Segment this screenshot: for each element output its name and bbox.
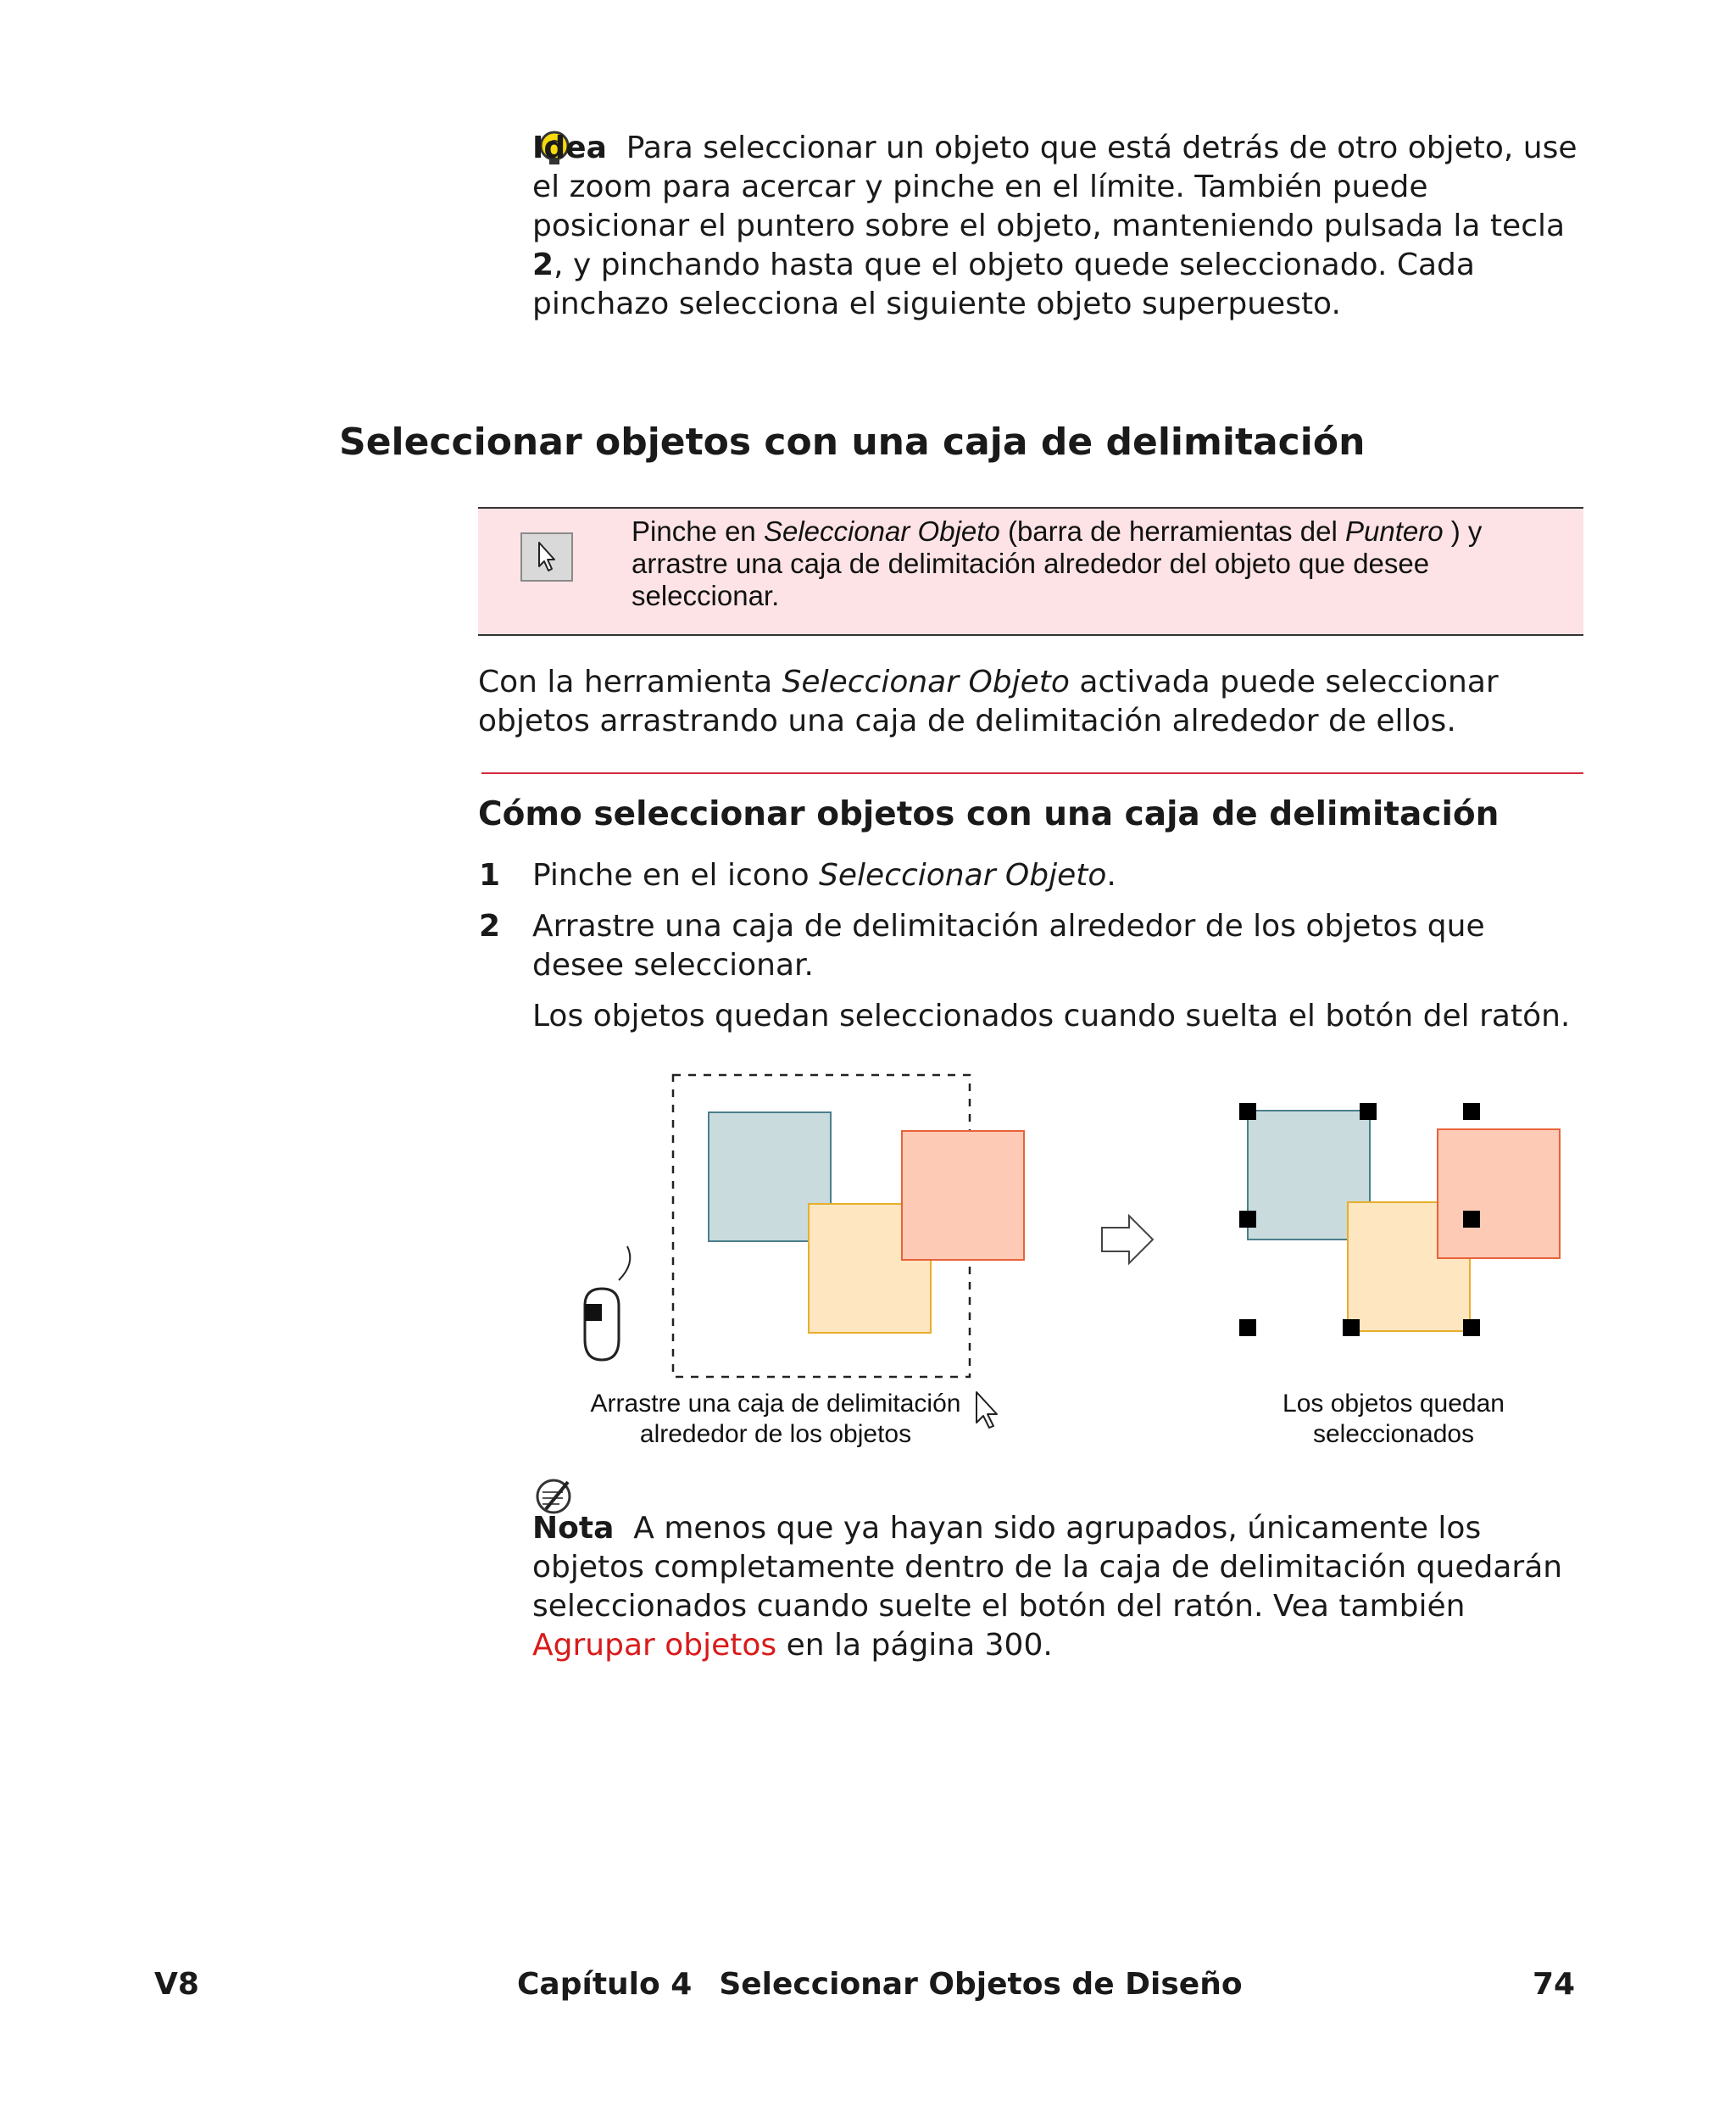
figure-caption-left: Arrastre una caja de delimitación alrededor de los objetos bbox=[590, 1390, 961, 1448]
mouse-icon bbox=[585, 1246, 630, 1360]
step-number: 2 bbox=[479, 909, 501, 944]
idea-label: Idea bbox=[532, 131, 607, 165]
footer-chapter bbox=[517, 1967, 1243, 2002]
step-text bbox=[532, 856, 1583, 895]
orange-square-selected bbox=[1438, 1129, 1560, 1258]
idea-tip bbox=[532, 129, 1583, 324]
pointer-arrow-icon bbox=[522, 534, 571, 580]
step-1-text: Pinche en el icono bbox=[532, 858, 820, 893]
tool-text-3: ) y arrastre una caja de delimitación alrededor del objeto que desee seleccionar. bbox=[632, 515, 1483, 611]
intro-paragraph bbox=[478, 663, 1580, 741]
note-paragraph bbox=[532, 1509, 1583, 1665]
result-arrow-icon bbox=[1102, 1216, 1153, 1263]
idea-text: Para seleccionar un objeto que está detrás de otro objeto, use el zoom para acercar y pinche en el límite. También puede posicionar el puntero sobre el objeto, manteniendo pulsada la tecla bbox=[532, 131, 1577, 243]
idea-text-end: , y pinchando hasta que el objeto quede seleccionado. Cada pinchazo selecciona el siguiente objeto superpuesto. bbox=[532, 248, 1475, 321]
footer-chapter-title: Seleccionar Objetos de Diseño bbox=[719, 1967, 1243, 2002]
note-label: Nota bbox=[532, 1511, 615, 1546]
intro-text-1: Con la herramienta bbox=[478, 665, 782, 699]
idea-key: 2 bbox=[532, 248, 554, 282]
tool-text-2: (barra de herramientas del bbox=[999, 515, 1345, 547]
note-text-end: en la página 300. bbox=[776, 1628, 1053, 1663]
intro-tool-name: Seleccionar Objeto bbox=[782, 665, 1070, 699]
step-result: Los objetos quedan seleccionados cuando suelta el botón del ratón. bbox=[532, 999, 1571, 1033]
step-1-tool-name: Seleccionar Objeto bbox=[819, 858, 1107, 893]
tool-name: Seleccionar Objeto bbox=[763, 515, 1000, 547]
note-text: A menos que ya hayan sido agrupados, únicamente los objetos completamente dentro de la caja de delimitación quedarán seleccionados cuando suelte el botón del ratón. Vea también bbox=[532, 1511, 1563, 1624]
step-number: 1 bbox=[479, 858, 501, 893]
select-object-tool-button[interactable] bbox=[520, 532, 573, 582]
agrupar-objetos-link[interactable]: Agrupar objetos bbox=[532, 1628, 777, 1663]
tool-text-1: Pinche en bbox=[632, 515, 764, 547]
section-title: Seleccionar objetos con una caja de delimitación bbox=[339, 421, 1366, 464]
step-text: Arrastre una caja de delimitación alrededor de los objetos que desee seleccionar. bbox=[532, 909, 1485, 983]
intro-text-2: activada puede seleccionar objetos arrastrando una caja de delimitación alrededor de ellos. bbox=[478, 665, 1499, 738]
orange-square bbox=[902, 1131, 1024, 1260]
footer-chapter-number: Capítulo 4 bbox=[517, 1967, 693, 2002]
divider-rule bbox=[481, 772, 1583, 774]
tool-callout-text bbox=[632, 515, 1572, 612]
toolbar-name: Puntero bbox=[1344, 515, 1444, 547]
figure-caption-right: Los objetos quedan seleccionados bbox=[1283, 1390, 1505, 1448]
procedure-title: Cómo seleccionar objetos con una caja de delimitación bbox=[478, 795, 1500, 833]
step-1-end: . bbox=[1106, 858, 1116, 893]
page-number: 74 bbox=[1533, 1967, 1576, 2002]
footer-version: V8 bbox=[154, 1967, 199, 2002]
